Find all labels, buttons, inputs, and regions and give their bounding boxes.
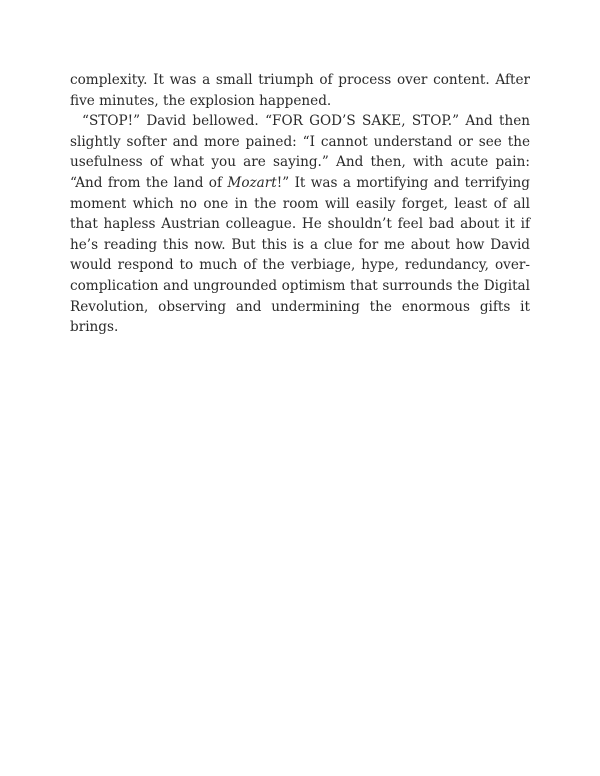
paragraph-stop-anecdote [70, 111, 530, 338]
page-body [70, 70, 530, 338]
italic-mozart: Mozart [227, 174, 277, 191]
paragraph-text-before-italic: “STOP!” David bellowed. “FOR GOD’S SAKE, STOP.” And then slightly softer and more pained: “I cannot understand or see the usefulness of what you are saying.” And then, with acute pain: “And from the land of [70, 113, 530, 191]
paragraph-continuation: complexity. It was a small triumph of process over content. After five minutes, the explosion happened. [70, 72, 530, 109]
paragraph-text-after-italic: !” It was a mortifying and terrifying moment which no one in the room will easily forget, least of all that hapless Austrian colleague. He shouldn’t feel bad about it if he’s reading this now. But this is a clue for me about how David would respond to much of the verbiage, hype, redundancy, over-complication and ungrounded optimism that surrounds the Digital Revolution, observing and undermining the enormous gifts it brings. [70, 174, 530, 336]
